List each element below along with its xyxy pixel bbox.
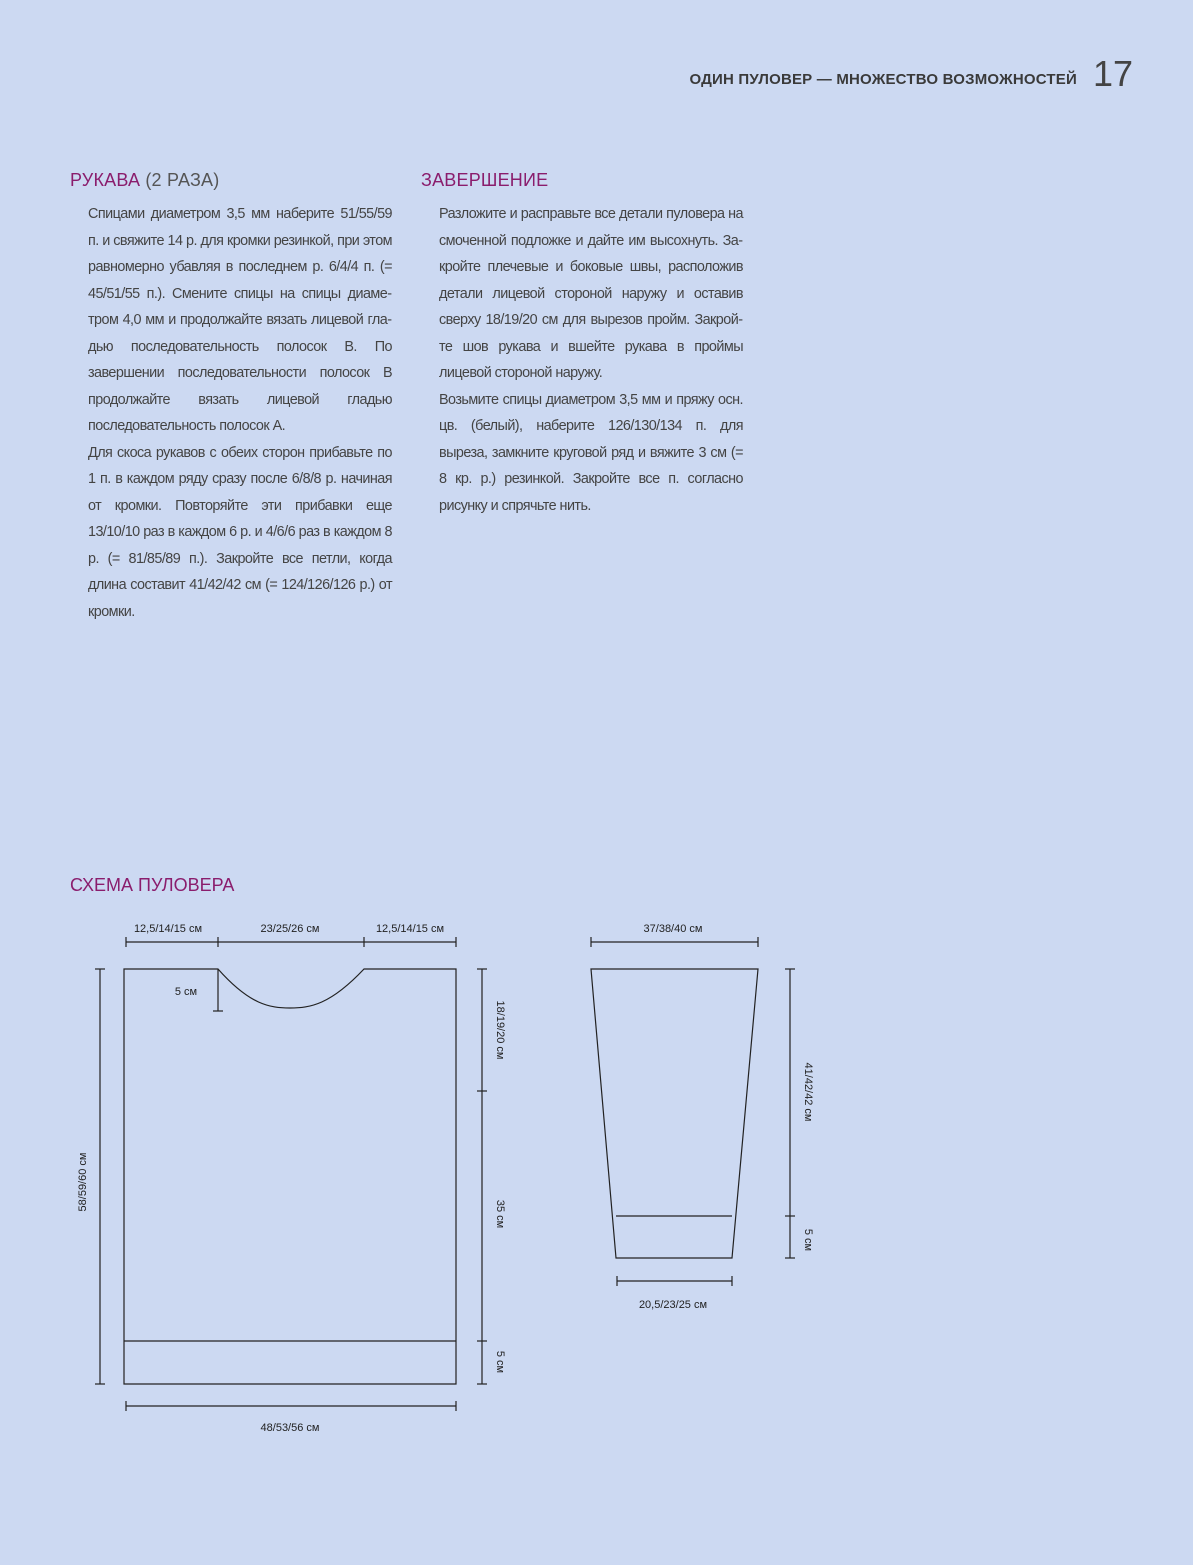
sleeves-heading-suffix: (2 РАЗА) xyxy=(145,170,220,190)
label-cuff-width: 20,5/23/25 см xyxy=(638,1299,708,1311)
scheme-heading: СХЕМА ПУЛОВЕРА xyxy=(70,875,235,895)
label-sleeve-length: 41/42/42 см xyxy=(802,1062,814,1122)
label-armhole: 18/19/20 см xyxy=(494,1000,506,1060)
finishing-paragraph-1: Разложите и расправьте все детали пуловера на смоченной подложке и дайте им высохнуть. Закройте плечевые и боковые швы, расположив детали лицевой стороной наружу и оставив сверху 18/19/20 см для вырезов пройм. Закройте шов рукава и вшейте рукава в проймы лицевой стороной наружу. xyxy=(439,206,743,381)
label-shoulder-left: 12,5/14/15 см xyxy=(133,923,203,935)
running-title: ОДИН ПУЛОВЕР — МНОЖЕСТВО ВОЗМОЖНОСТЕЙ xyxy=(689,71,1077,88)
page-number: 17 xyxy=(1092,53,1133,94)
label-total-length: 58/59/60 см xyxy=(77,1152,89,1212)
label-rib: 5 см xyxy=(494,1350,506,1374)
label-side: 35 см xyxy=(494,1199,506,1229)
label-body-width: 48/53/56 см xyxy=(260,1422,320,1434)
label-sleeve-top: 37/38/40 см xyxy=(643,923,703,935)
label-neck-depth: 5 см xyxy=(174,986,198,998)
label-sleeve-cuff: 5 см xyxy=(802,1228,814,1252)
label-shoulder-right: 12,5/14/15 см xyxy=(375,923,445,935)
sleeves-heading-title: РУКАВА xyxy=(70,170,141,190)
finishing-heading: ЗАВЕРШЕНИЕ xyxy=(421,170,549,190)
sleeves-paragraph-2: Для скоса рукавов с обеих сторон прибавьте по 1 п. в каждом ряду сразу после 6/8/8 р. начиная от кромки. Повторяйте эти прибавки еще 13/10/10 раз в каждом 6 р. и 4/6/6 раз в каждом 8 р. (= 81/85/89 п.). Закройте все петли, когда длина составит 41/42/42 см (= 124/126/126 р.) от кромки. xyxy=(88,444,392,620)
finishing-paragraph-2: Возьмите спицы диаметром 3,5 мм и пряжу осн. цв. (белый), наберите 126/130/134 п. для выреза, замкните круговой ряд и вяжите 3 см (= 8 кр. р.) резинкой. Закройте все п. согласно рисунку и спрячьте нить. xyxy=(439,391,743,514)
sleeve-outline xyxy=(591,969,758,1258)
body-outline xyxy=(124,969,456,1384)
sleeves-paragraph-1: Спицами диаметром 3,5 мм наберите 51/55/59 п. и свяжите 14 р. для кромки резинкой, при этом равномерно убавляя в последнем р. 6/4/4 п. (= 45/51/55 п.). Смените спицы на спицы диаметром 4,0 мм и продолжайте вязать лицевой гладью последовательность полосок В. По завершении последовательности полосок В продолжайте вязать лицевой гладью последовательность полосок А. xyxy=(88,206,392,434)
label-neck-width: 23/25/26 см xyxy=(260,923,320,935)
